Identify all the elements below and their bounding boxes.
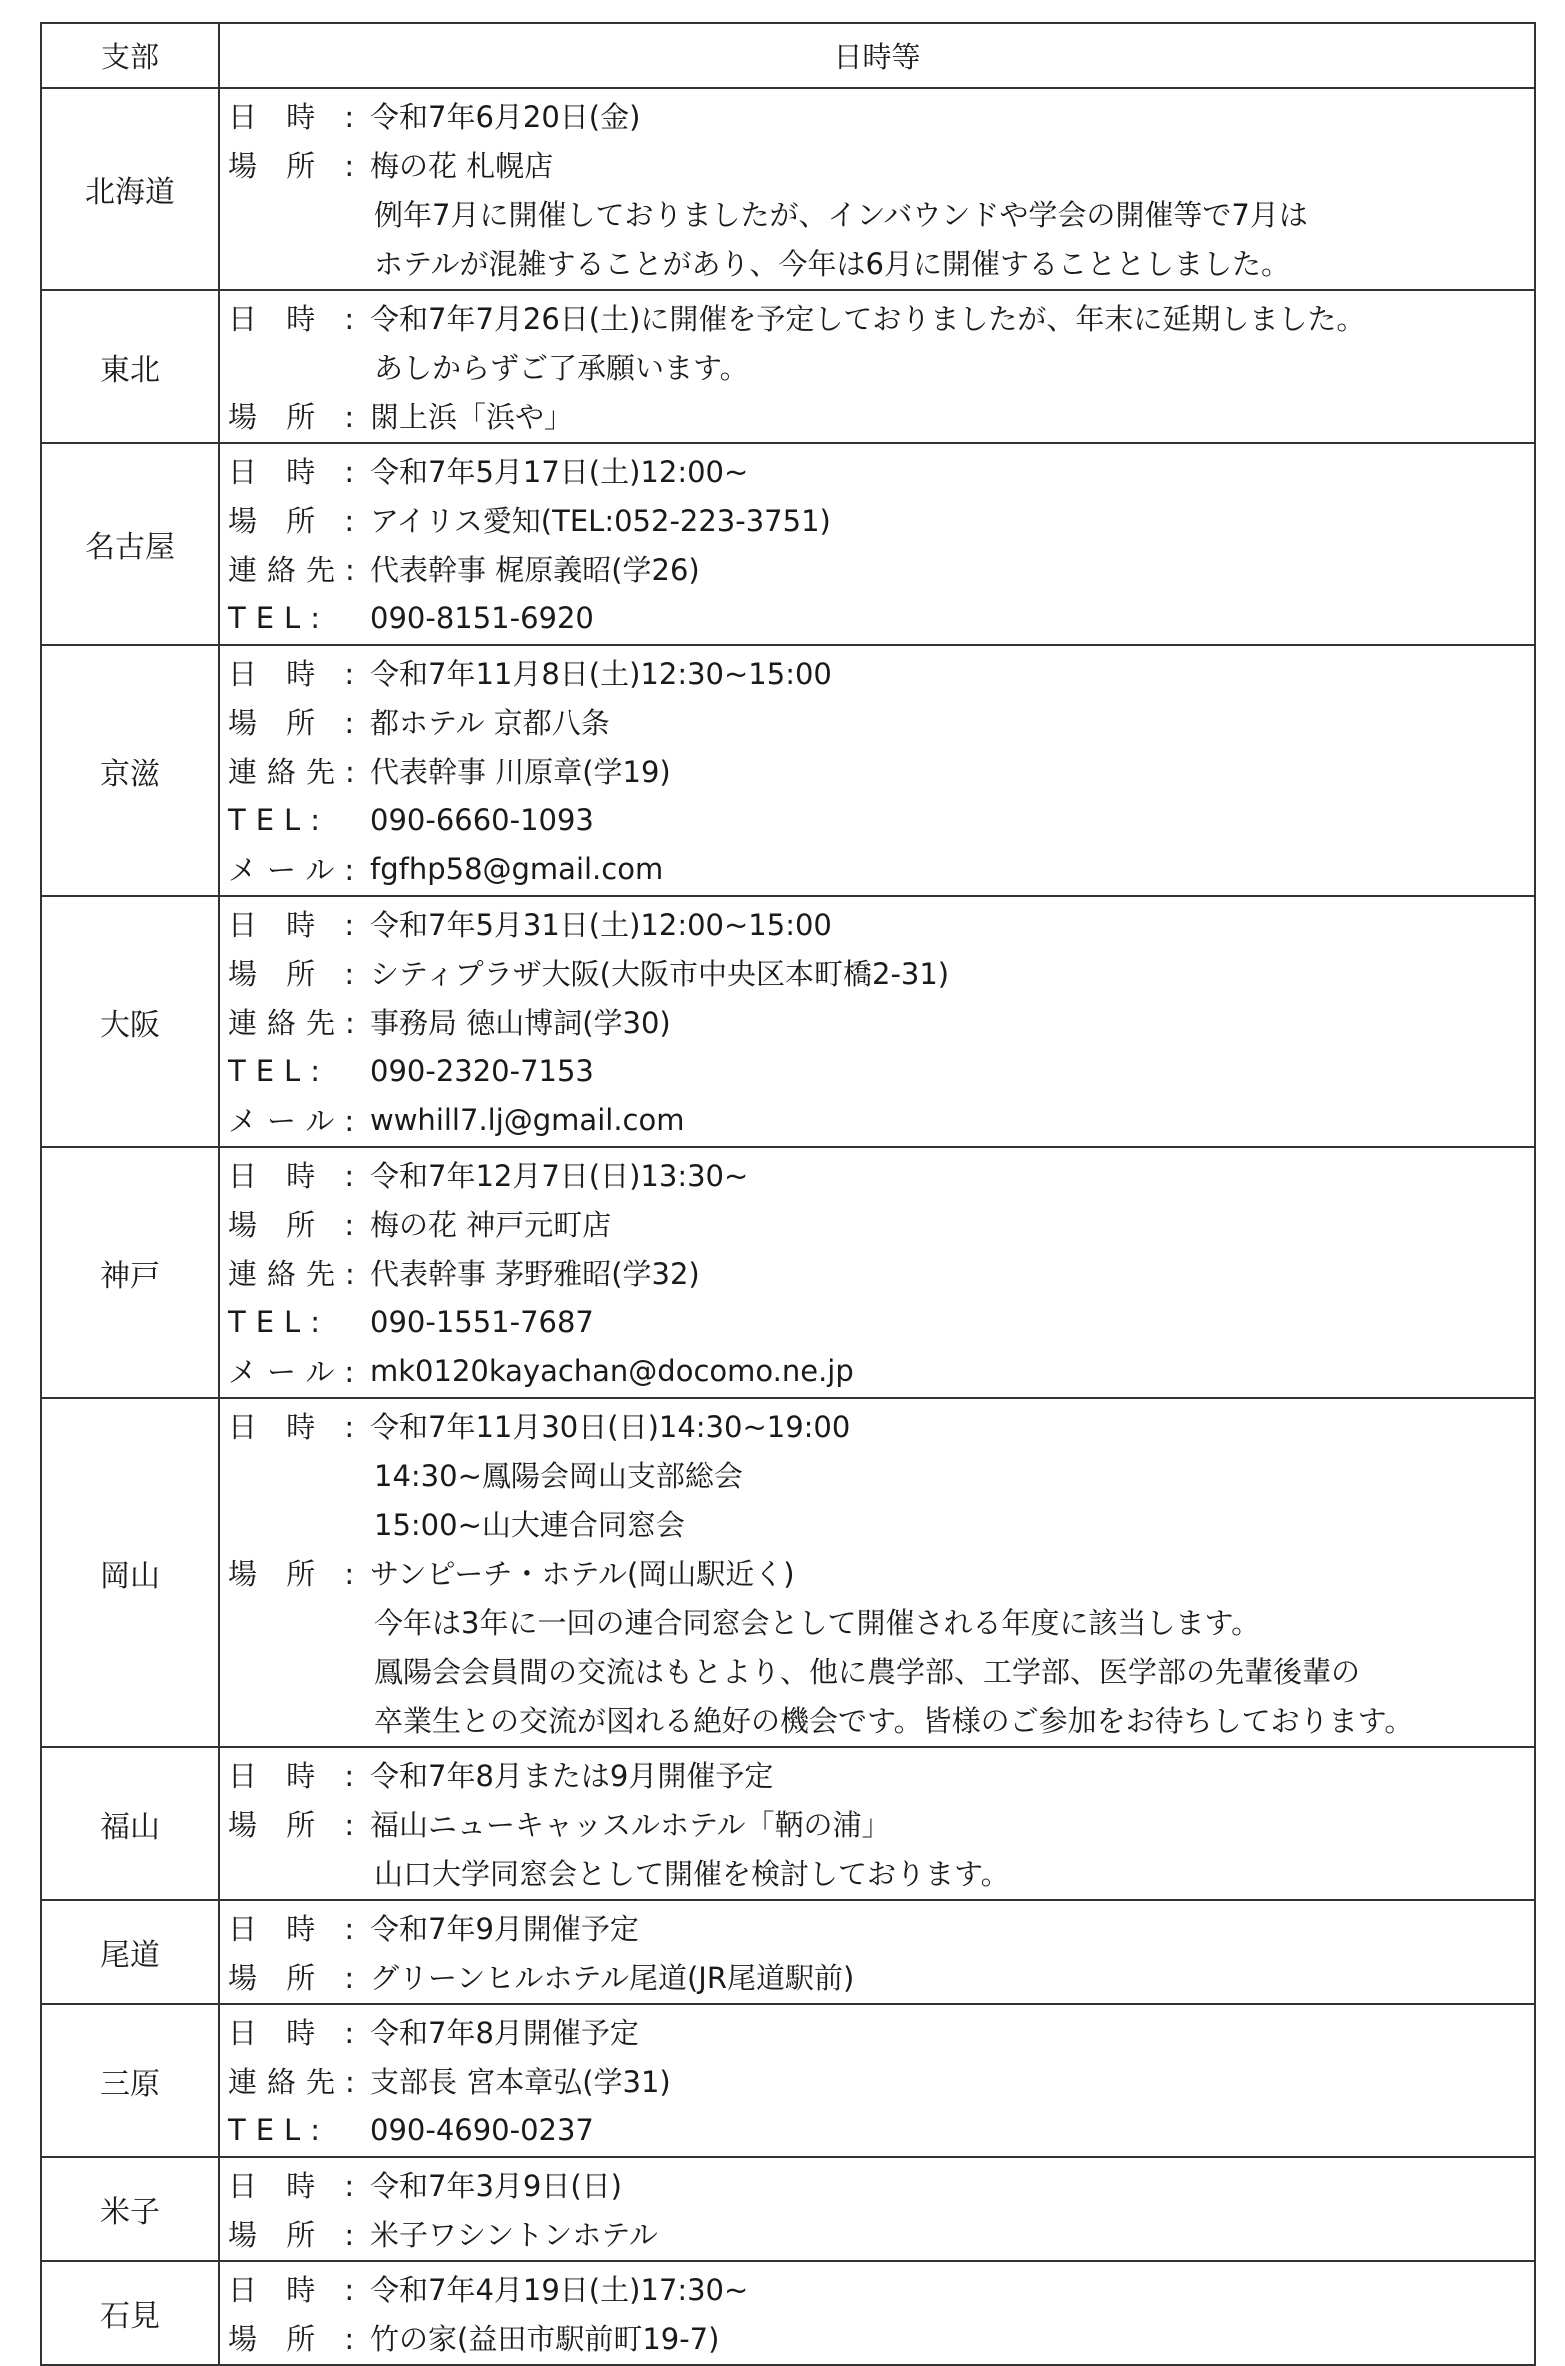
detail-value: mk0120kayachan@docomo.ne.jp [370, 1353, 854, 1388]
detail-label: 場 所 : [228, 957, 365, 991]
detail-line [220, 1046, 1534, 1095]
detail-label: 場 所 : [228, 2322, 365, 2356]
detail-line [220, 1248, 1534, 1297]
detail-line [220, 1499, 1534, 1548]
detail-label: 日 時 : [228, 2016, 365, 2050]
branch-details [219, 2004, 1535, 2157]
detail-label: TEL: [228, 1053, 330, 1088]
branch-schedule-table [40, 22, 1536, 2366]
branch-name: 米子 [41, 2157, 219, 2261]
detail-line [220, 1848, 1534, 1897]
detail-value: 米子ワシントンホテル [370, 2218, 658, 2252]
detail-value: 支部長 宮本章弘(学31) [370, 2065, 671, 2099]
detail-label: メール: [228, 1355, 365, 1389]
detail-value: サンピーチ・ホテル(岡山駅近く) [370, 1557, 795, 1591]
table-row [41, 443, 1535, 645]
detail-line [220, 2160, 1534, 2209]
detail-value: 090-4690-0237 [370, 2112, 594, 2147]
detail-label: 日 時 : [228, 908, 365, 942]
branch-details [219, 1747, 1535, 1900]
branch-column-header: 支部 [41, 23, 219, 88]
branch-details [219, 290, 1535, 443]
table-row [41, 290, 1535, 443]
detail-value: 14:30~鳳陽会岡山支部総会 [374, 1459, 743, 1493]
detail-value: 今年は3年に一回の連合同窓会として開催される年度に該当します。 [374, 1606, 1261, 1640]
detail-label: 日 時 : [228, 100, 365, 134]
detail-value: 090-1551-7687 [370, 1304, 594, 1339]
detail-label: 場 所 : [228, 400, 365, 434]
detail-value: fgfhp58@gmail.com [370, 851, 664, 886]
branch-name: 東北 [41, 290, 219, 443]
detail-value: 令和7年6月20日(金) [370, 100, 641, 134]
detail-value: あしからずご了承願います。 [374, 351, 749, 385]
detail-line [220, 189, 1534, 238]
detail-label: 連絡先: [228, 2065, 365, 2099]
detail-line [220, 795, 1534, 844]
detail-line [220, 1346, 1534, 1395]
detail-value: ホテルが混雑することがあり、今年は6月に開催することとしました。 [374, 247, 1291, 281]
detail-value: 福山ニューキャッスルホテル「鞆の浦」 [370, 1808, 891, 1842]
details-column-header: 日時等 [219, 23, 1535, 88]
branch-details [219, 1900, 1535, 2004]
detail-value: 都ホテル 京都八条 [370, 706, 610, 740]
branch-details [219, 1398, 1535, 1747]
detail-line [220, 140, 1534, 189]
detail-line [220, 746, 1534, 795]
detail-line [220, 391, 1534, 440]
detail-line [220, 899, 1534, 948]
detail-label: 連絡先: [228, 1006, 365, 1040]
detail-label: 日 時 : [228, 657, 365, 691]
table-row [41, 2157, 1535, 2261]
detail-value: 代表幹事 茅野雅昭(学32) [370, 1257, 700, 1291]
branch-details [219, 443, 1535, 645]
detail-label: 日 時 : [228, 2273, 365, 2307]
detail-line [220, 1903, 1534, 1952]
detail-label: 連絡先: [228, 1257, 365, 1291]
branch-name: 大阪 [41, 896, 219, 1147]
detail-line [220, 544, 1534, 593]
branch-details [219, 1147, 1535, 1398]
branch-name: 神戸 [41, 1147, 219, 1398]
table-row [41, 1147, 1535, 1398]
detail-line [220, 2007, 1534, 2056]
detail-label: 場 所 : [228, 1557, 365, 1591]
detail-value: グリーンヒルホテル尾道(JR尾道駅前) [370, 1961, 855, 1995]
detail-label: 場 所 : [228, 706, 365, 740]
detail-value: 令和7年9月開催予定 [370, 1912, 639, 1946]
detail-value: 代表幹事 梶原義昭(学26) [370, 553, 700, 587]
detail-value: 例年7月に開催しておりましたが、インバウンドや学会の開催等で7月は [374, 198, 1308, 232]
branch-details [219, 2157, 1535, 2261]
table-row [41, 2261, 1535, 2365]
detail-label: 場 所 : [228, 1808, 365, 1842]
detail-value: 15:00~山大連合同窓会 [374, 1508, 685, 1542]
detail-line [220, 1695, 1534, 1744]
detail-label: TEL: [228, 1304, 330, 1339]
detail-label: メール: [228, 1104, 365, 1138]
detail-label: 日 時 : [228, 1759, 365, 1793]
branch-name: 石見 [41, 2261, 219, 2365]
table-row [41, 2004, 1535, 2157]
detail-line [220, 342, 1534, 391]
detail-line [220, 593, 1534, 642]
table-body [41, 88, 1535, 2365]
branch-name: 名古屋 [41, 443, 219, 645]
detail-line [220, 1597, 1534, 1646]
detail-label: 日 時 : [228, 1410, 365, 1444]
branch-name: 京滋 [41, 645, 219, 896]
branch-name: 三原 [41, 2004, 219, 2157]
branch-details [219, 88, 1535, 290]
detail-value: 竹の家(益田市駅前町19-7) [370, 2322, 720, 2356]
detail-line [220, 1450, 1534, 1499]
detail-line [220, 293, 1534, 342]
detail-line [220, 2105, 1534, 2154]
detail-line [220, 2264, 1534, 2313]
detail-line [220, 1799, 1534, 1848]
table-row [41, 1900, 1535, 2004]
detail-value: 090-2320-7153 [370, 1053, 594, 1088]
detail-label: TEL: [228, 802, 330, 837]
detail-line [220, 446, 1534, 495]
branch-schedule-sheet [40, 22, 1534, 2366]
detail-line [220, 648, 1534, 697]
detail-line [220, 2313, 1534, 2362]
detail-line [220, 495, 1534, 544]
detail-value: シティプラザ大阪(大阪市中央区本町橋2-31) [370, 957, 950, 991]
detail-value: 令和7年3月9日(日) [370, 2169, 622, 2203]
detail-label: 日 時 : [228, 302, 365, 336]
detail-label: 場 所 : [228, 1961, 365, 1995]
detail-line [220, 1952, 1534, 2001]
detail-label: メール: [228, 853, 365, 887]
table-row [41, 645, 1535, 896]
detail-line [220, 1750, 1534, 1799]
detail-line [220, 1095, 1534, 1144]
detail-line [220, 1199, 1534, 1248]
detail-value: 令和7年11月8日(土)12:30~15:00 [370, 657, 832, 691]
branch-name: 岡山 [41, 1398, 219, 1747]
detail-line [220, 948, 1534, 997]
detail-label: 日 時 : [228, 1159, 365, 1193]
detail-value: アイリス愛知(TEL:052-223-3751) [370, 504, 831, 538]
detail-value: 令和7年4月19日(土)17:30~ [370, 2273, 749, 2307]
detail-value: wwhill7.lj@gmail.com [370, 1102, 685, 1137]
detail-label: 連絡先: [228, 755, 365, 789]
detail-line [220, 2209, 1534, 2258]
detail-value: 卒業生との交流が図れる絶好の機会です。皆様のご参加をお待ちしております。 [374, 1704, 1414, 1738]
detail-line [220, 1548, 1534, 1597]
detail-value: 090-8151-6920 [370, 600, 594, 635]
detail-label: TEL: [228, 600, 330, 635]
detail-value: 令和7年5月17日(土)12:00~ [370, 455, 749, 489]
branch-name: 福山 [41, 1747, 219, 1900]
detail-value: 090-6660-1093 [370, 802, 594, 837]
detail-line [220, 2056, 1534, 2105]
table-header-row [41, 23, 1535, 88]
detail-line [220, 997, 1534, 1046]
detail-value: 令和7年5月31日(土)12:00~15:00 [370, 908, 832, 942]
detail-label: 日 時 : [228, 455, 365, 489]
detail-value: 鳳陽会会員間の交流はもとより、他に農学部、工学部、医学部の先輩後輩の [374, 1655, 1361, 1689]
detail-value: 梅の花 札幌店 [370, 149, 554, 183]
branch-details [219, 896, 1535, 1147]
detail-label: 日 時 : [228, 1912, 365, 1946]
table-row [41, 1747, 1535, 1900]
detail-line [220, 697, 1534, 746]
table-row [41, 1398, 1535, 1747]
detail-value: 令和7年12月7日(日)13:30~ [370, 1159, 749, 1193]
detail-value: 令和7年8月開催予定 [370, 2016, 639, 2050]
detail-line [220, 1297, 1534, 1346]
detail-value: 令和7年8月または9月開催予定 [370, 1759, 774, 1793]
detail-line [220, 844, 1534, 893]
detail-label: 連絡先: [228, 553, 365, 587]
detail-line [220, 91, 1534, 140]
detail-value: 代表幹事 川原章(学19) [370, 755, 671, 789]
branch-name: 尾道 [41, 1900, 219, 2004]
detail-label: 場 所 : [228, 1208, 365, 1242]
detail-value: 事務局 徳山博詞(学30) [370, 1006, 671, 1040]
detail-label: 場 所 : [228, 504, 365, 538]
table-row [41, 896, 1535, 1147]
table-row [41, 88, 1535, 290]
branch-name: 北海道 [41, 88, 219, 290]
branch-details [219, 645, 1535, 896]
detail-line [220, 1401, 1534, 1450]
detail-label: 場 所 : [228, 2218, 365, 2252]
detail-line [220, 1646, 1534, 1695]
branch-details [219, 2261, 1535, 2365]
detail-value: 梅の花 神戸元町店 [370, 1208, 612, 1242]
detail-value: 令和7年11月30日(日)14:30~19:00 [370, 1410, 851, 1444]
detail-value: 閖上浜「浜や」 [370, 400, 574, 434]
detail-label: TEL: [228, 2112, 330, 2147]
detail-value: 令和7年7月26日(土)に開催を予定しておりましたが、年末に延期しました。 [370, 302, 1366, 336]
detail-line [220, 238, 1534, 287]
detail-line [220, 1150, 1534, 1199]
detail-label: 場 所 : [228, 149, 365, 183]
detail-label: 日 時 : [228, 2169, 365, 2203]
detail-value: 山口大学同窓会として開催を検討しております。 [374, 1857, 1010, 1891]
